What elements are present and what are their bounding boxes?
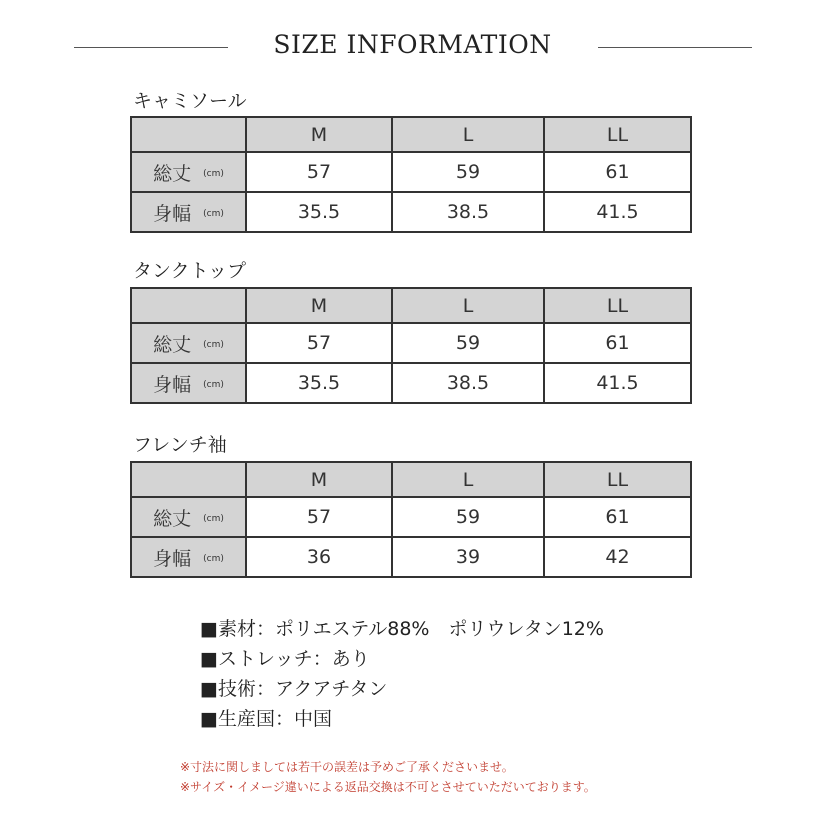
table-cell: 57 <box>246 152 392 192</box>
row-label-total-length <box>131 323 246 363</box>
column-header-m: M <box>246 117 392 152</box>
table-cell: 41.5 <box>544 363 691 403</box>
table-cell: 41.5 <box>544 192 691 232</box>
unit-label: (cm) <box>203 514 224 524</box>
row-label-total-length <box>131 497 246 537</box>
column-header-l: L <box>392 462 544 497</box>
table-cell: 57 <box>246 497 392 537</box>
section-title-camisole: キャミソール <box>133 90 247 112</box>
table-row <box>131 192 691 232</box>
column-header-ll: LL <box>544 117 691 152</box>
row-label-width <box>131 537 246 577</box>
table-cell: 35.5 <box>246 363 392 403</box>
spec-country: ■生産国：中国 <box>200 708 332 730</box>
section-title-french-sleeve: フレンチ袖 <box>133 434 227 456</box>
table-cell: 42 <box>544 537 691 577</box>
note-returns: ※サイズ・イメージ違いによる返品交換は不可とさせていただいております。 <box>180 780 596 794</box>
column-header-l: L <box>392 288 544 323</box>
column-header-l: L <box>392 117 544 152</box>
column-header-m: M <box>246 462 392 497</box>
table-row <box>131 363 691 403</box>
row-label-text: 総丈 <box>153 333 192 356</box>
section-title-tank-top: タンクトップ <box>133 260 247 282</box>
unit-label: (cm) <box>203 380 224 390</box>
product-specs <box>200 614 604 734</box>
table-cell: 57 <box>246 323 392 363</box>
table-row <box>131 152 691 192</box>
row-label-text: 総丈 <box>153 162 192 185</box>
spec-material: ■素材：ポリエステル88% ポリウレタン12% <box>200 618 604 640</box>
header-corner-cell <box>131 117 246 152</box>
table-cell: 59 <box>392 152 544 192</box>
table-row <box>131 537 691 577</box>
table-header-row <box>131 117 691 152</box>
size-table-french-sleeve <box>130 461 692 578</box>
unit-label: (cm) <box>203 209 224 219</box>
table-cell: 35.5 <box>246 192 392 232</box>
unit-label: (cm) <box>203 554 224 564</box>
table-cell: 61 <box>544 323 691 363</box>
disclaimer-notes <box>180 757 596 797</box>
table-cell: 38.5 <box>392 192 544 232</box>
size-table-tank-top <box>130 287 692 404</box>
table-header-row <box>131 288 691 323</box>
note-measurement: ※寸法に関しましては若干の誤差は予めご了承くださいませ。 <box>180 760 514 774</box>
table-cell: 36 <box>246 537 392 577</box>
table-cell: 61 <box>544 497 691 537</box>
spec-stretch: ■ストレッチ：あり <box>200 648 370 670</box>
page-title: SIZE INFORMATION <box>273 30 552 59</box>
table-row <box>131 497 691 537</box>
unit-label: (cm) <box>203 169 224 179</box>
row-label-text: 身幅 <box>153 373 192 396</box>
table-cell: 39 <box>392 537 544 577</box>
column-header-ll: LL <box>544 288 691 323</box>
row-label-text: 総丈 <box>153 507 192 530</box>
table-header-row <box>131 462 691 497</box>
header-corner-cell <box>131 462 246 497</box>
column-header-ll: LL <box>544 462 691 497</box>
header-rule-right <box>598 47 752 48</box>
row-label-width <box>131 192 246 232</box>
row-label-text: 身幅 <box>153 202 192 225</box>
table-cell: 59 <box>392 497 544 537</box>
header-corner-cell <box>131 288 246 323</box>
row-label-total-length <box>131 152 246 192</box>
table-cell: 61 <box>544 152 691 192</box>
unit-label: (cm) <box>203 340 224 350</box>
table-row <box>131 323 691 363</box>
table-cell: 38.5 <box>392 363 544 403</box>
table-cell: 59 <box>392 323 544 363</box>
page-header <box>0 28 825 68</box>
row-label-width <box>131 363 246 403</box>
column-header-m: M <box>246 288 392 323</box>
spec-technology: ■技術：アクアチタン <box>200 678 388 700</box>
row-label-text: 身幅 <box>153 547 192 570</box>
size-table-camisole <box>130 116 692 233</box>
